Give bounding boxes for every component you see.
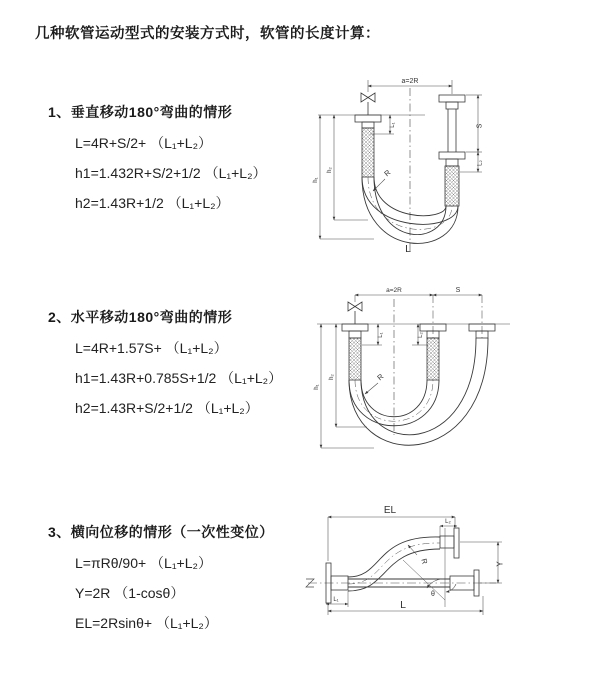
- section-1-heading: 1、垂直移动180°弯曲的情形: [48, 104, 233, 120]
- dimension-h1: [314, 324, 374, 448]
- dim-label-h1: h₁: [314, 384, 320, 390]
- section-2-formula-l: L=4R+1.57S+ （L₁+L₂）: [75, 340, 228, 356]
- dim-label-a2r: a=2R: [401, 78, 419, 85]
- dim-label-s: S: [455, 287, 461, 294]
- valve-icon: [361, 93, 375, 115]
- section-1-formula-h1: h1=1.432R+S/2+1/2 （L₁+L₂）: [75, 165, 267, 181]
- dim-label-l2: L₂: [418, 332, 424, 338]
- dim-label-l2: L₂: [477, 160, 484, 166]
- dim-label-l1: L₁: [378, 332, 384, 338]
- left-end-fitting: [355, 115, 381, 177]
- dimension-s: [466, 95, 484, 152]
- dim-label-el: EL: [383, 505, 397, 516]
- left-end-fitting: [342, 324, 368, 380]
- dim-label-l1: L₁: [333, 597, 339, 603]
- section-2-formula-h1: h1=1.43R+0.785S+1/2 （L₁+L₂）: [75, 370, 283, 386]
- dim-label-h2: h₂: [329, 374, 335, 380]
- section-3-heading: 3、横向位移的情形（一次性变位）: [48, 524, 274, 540]
- dimension-l2: [440, 519, 457, 536]
- document-title: 几种软管运动型式的安装方式时，软管的长度计算：: [35, 26, 380, 42]
- dimension-l2: [460, 152, 484, 172]
- dimension-l: [328, 596, 483, 615]
- braided-hose-left: [362, 128, 374, 177]
- braided-hose-middle: [427, 338, 439, 380]
- valve-icon: [348, 295, 362, 324]
- section-1-formula-l: L=4R+S/2+ （L₁+L₂）: [75, 135, 213, 151]
- section-2-formula-h2: h2=1.43R+S/2+1/2 （L₁+L₂）: [75, 400, 259, 416]
- displaced-flange: [440, 528, 459, 558]
- section-3-formula-el: EL=2Rsinθ+ （L₁+L₂）: [75, 615, 218, 631]
- radius-leader: [373, 168, 393, 191]
- diagram-lateral-displacement: [300, 495, 600, 663]
- section-3-formula-l: L=πRθ/90+ （L₁+L₂）: [75, 555, 212, 571]
- braided-hose-left: [349, 338, 361, 380]
- dimension-el: [328, 505, 455, 561]
- dim-label-y: Y: [495, 561, 505, 567]
- section-2-heading: 2、水平移动180°弯曲的情形: [48, 309, 233, 325]
- dim-label-s: S: [476, 123, 484, 129]
- diagram-horizontal-180-bend: [312, 283, 600, 460]
- dim-label-l1: L₁: [390, 122, 396, 128]
- dimension-l1: [326, 591, 348, 607]
- dim-label-h2: h₂: [327, 167, 333, 173]
- section-1-formula-h2: h2=1.43R+1/2 （L₁+L₂）: [75, 195, 230, 211]
- length-label: L: [405, 243, 411, 255]
- radius-label: R: [419, 557, 430, 566]
- dimension-s: [433, 287, 482, 295]
- radius-leader: [408, 545, 430, 566]
- radius-label: R: [375, 371, 386, 383]
- dimension-y: [460, 542, 505, 583]
- right-end-fitting: [439, 95, 465, 206]
- centerline: [306, 579, 496, 587]
- braided-hose-right: [445, 166, 459, 206]
- diagram-vertical-180-bend: [310, 72, 600, 257]
- radius-label: R: [382, 167, 393, 179]
- angle-label: θ: [431, 591, 435, 598]
- dim-label-l2: L₂: [445, 519, 451, 525]
- section-3-formula-y: Y=2R （1-cosθ）: [75, 585, 185, 601]
- dimension-a-2r: [355, 287, 433, 295]
- dimension-l1: [362, 324, 384, 345]
- dim-label-a2r: a=2R: [386, 287, 402, 294]
- radius-leader: [365, 372, 386, 394]
- dim-label-l: L: [400, 599, 406, 611]
- hose-u-bend: [349, 338, 488, 445]
- dim-label-h1: h₁: [313, 177, 319, 183]
